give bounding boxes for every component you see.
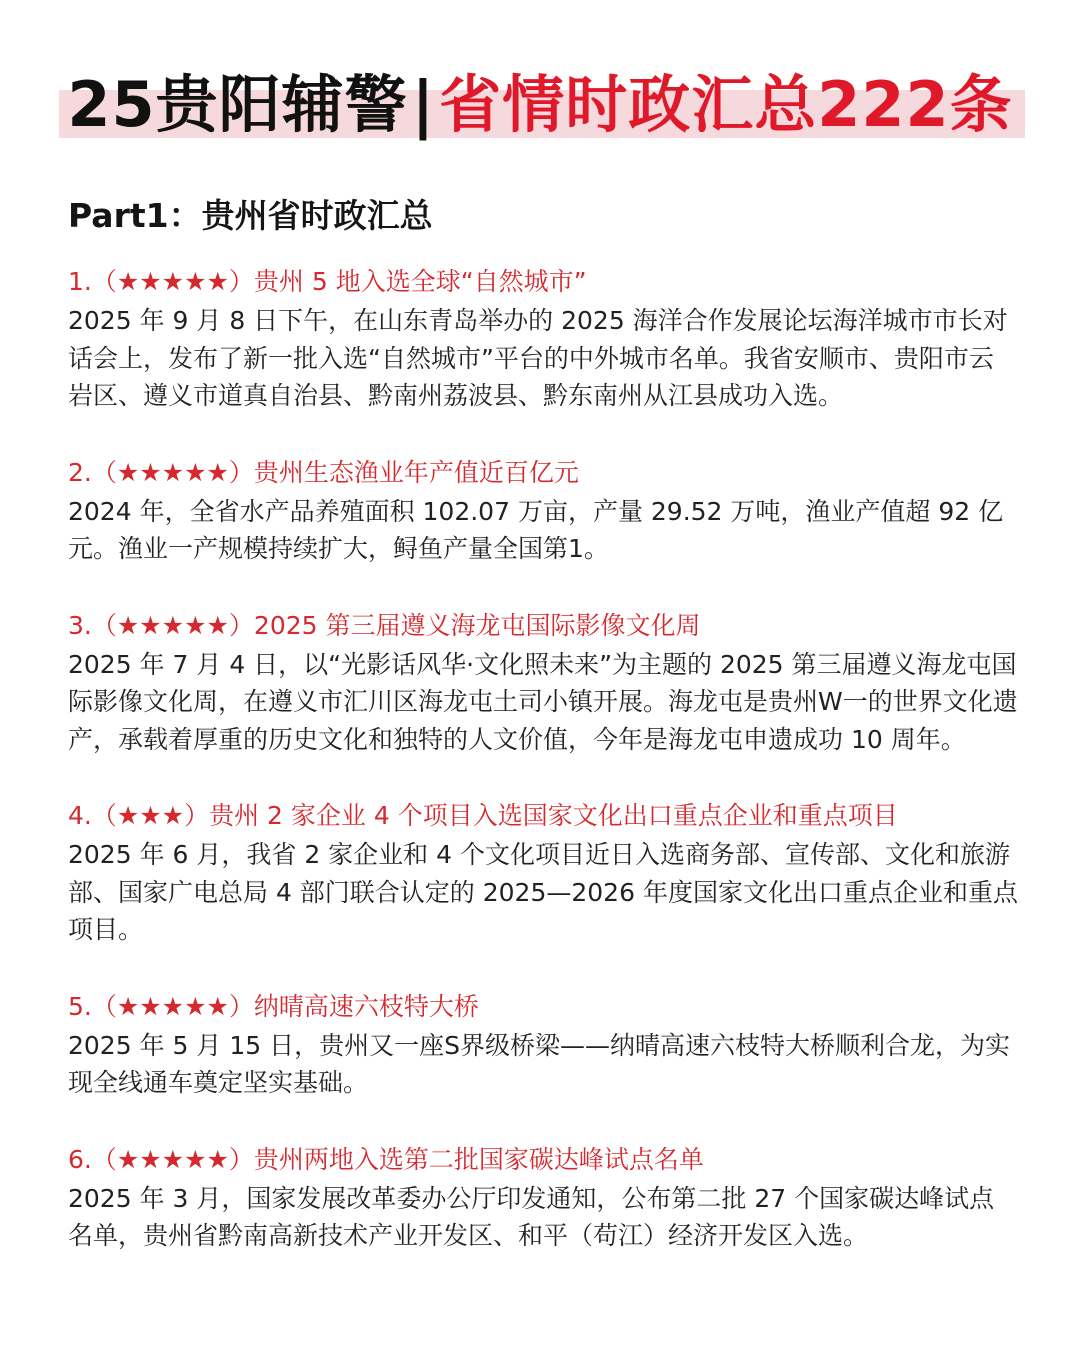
news-item-heading — [68, 606, 1018, 646]
news-item-1 — [68, 262, 1018, 415]
news-item-6 — [68, 1140, 1018, 1255]
item-stars: （★★★） — [91, 801, 210, 830]
title-prefix: 25贵阳辅警 — [67, 68, 408, 141]
item-number: 5. — [68, 991, 92, 1021]
news-item-4 — [68, 796, 1018, 949]
news-item-heading — [68, 453, 1018, 493]
item-headline: 2025 第三届遵义海龙屯国际影像文化周 — [253, 610, 701, 640]
news-item-2 — [68, 453, 1018, 568]
item-headline: 贵州 2 家企业 4 个项目入选国家文化出口重点企业和重点项目 — [209, 801, 898, 830]
item-number: 1. — [68, 267, 92, 296]
item-stars: （★★★★★） — [91, 991, 254, 1021]
news-item-3 — [68, 606, 1018, 759]
news-item-body: 2025 年 6 月，我省 2 家企业和 4 个文化项目近日入选商务部、宣传部、文化和旅游部、国家广电总局 4 部门联合认定的 2025—2026 年度国家文化出口重点企业和重点项目。 — [68, 840, 1018, 944]
item-number: 6. — [68, 1144, 92, 1174]
item-stars: （★★★★★） — [91, 1144, 254, 1174]
news-item-body: 2025 年 7 月 4 日，以“光影话风华·文化照未来”为主题的 2025 第三届遵义海龙屯国际影像文化周，在遵义市汇川区海龙屯土司小镇开展。海龙屯是贵州W一的世界文化遗产，承载着厚重的历史文化和独特的人文价值，今年是海龙屯申遗成功 10 周年。 — [68, 649, 1018, 754]
news-item-body: 2024 年，全省水产品养殖面积 102.07 万亩，产量 29.52 万吨，渔业产值超 92 亿元。渔业一产规模持续扩大，鲟鱼产量全国第1。 — [68, 496, 1004, 563]
news-item-heading — [68, 796, 1018, 836]
item-headline: 贵州两地入选第二批国家碳达峰试点名单 — [253, 1144, 704, 1174]
news-item-heading — [68, 987, 1018, 1027]
part-heading: Part1：贵州省时政汇总 — [68, 196, 433, 235]
news-item-heading — [68, 262, 1018, 302]
item-number: 2. — [68, 457, 92, 487]
item-headline: 贵州 5 地入选全球“自然城市” — [253, 267, 587, 296]
news-item-body: 2025 年 3 月，国家发展改革委办公厅印发通知，公布第二批 27 个国家碳达峰试点名单，贵州省黔南高新技术产业开发区、和平（苟江）经济开发区入选。 — [68, 1183, 995, 1250]
title-highlight-text: 省情时政汇总222条 — [439, 68, 1013, 141]
page-title — [0, 62, 1080, 148]
title-separator: | — [411, 68, 436, 141]
item-headline: 贵州生态渔业年产值近百亿元 — [253, 457, 579, 487]
news-item-5 — [68, 987, 1018, 1102]
news-item-heading — [68, 1140, 1018, 1180]
news-list — [68, 262, 1018, 1255]
item-stars: （★★★★★） — [91, 267, 254, 296]
item-number: 3. — [68, 610, 92, 640]
item-stars: （★★★★★） — [91, 457, 254, 487]
item-headline: 纳晴高速六枝特大桥 — [253, 991, 479, 1021]
news-item-body: 2025 年 5 月 15 日，贵州又一座S界级桥梁——纳晴高速六枝特大桥顺利合龙，为实现全线通车奠定坚实基础。 — [68, 1030, 1010, 1097]
item-number: 4. — [68, 801, 92, 830]
title-banner — [67, 62, 1012, 148]
item-stars: （★★★★★） — [91, 610, 254, 640]
news-item-body: 2025 年 9 月 8 日下午，在山东青岛举办的 2025 海洋合作发展论坛海洋城市市长对话会上，发布了新一批入选“自然城市”平台的中外城市名单。我省安顺市、贵阳市云岩区、遵义市道真自治县、黔南州荔波县、黔东南州从江县成功入选。 — [68, 306, 1008, 410]
